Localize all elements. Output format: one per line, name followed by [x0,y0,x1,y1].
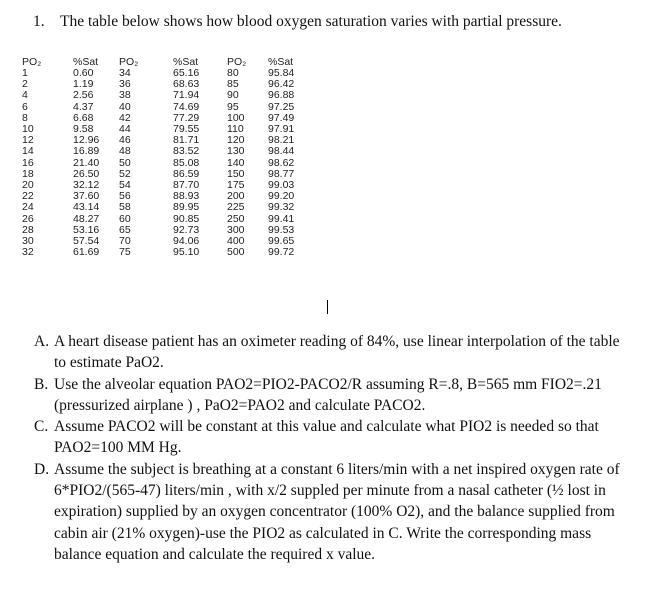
table-cell: 250 [227,212,245,225]
table-cell: 32 [22,246,34,259]
table-cell: 99.53 [268,223,295,236]
table-cell: 94.06 [173,235,200,248]
table-row [22,124,308,135]
header-sat-3: %Sat [268,56,294,68]
part-item [34,331,634,374]
table-cell: 36 [119,78,131,91]
table-cell: 140 [227,156,245,169]
table-cell: 200 [227,190,245,203]
table-cell: 18 [22,167,34,180]
table-cell: 16.89 [73,145,100,158]
table-cell: 98.62 [268,156,295,169]
table-cell: 6.68 [73,111,94,124]
table-cell: 99.32 [268,201,295,214]
table-cell: 85 [227,78,239,91]
table-cell: 68.63 [173,78,200,91]
table-cell: 61.69 [73,246,100,259]
table-row [22,202,308,213]
table-row [22,225,308,236]
table-cell: 99.41 [268,212,295,225]
table-row [22,180,308,191]
table-cell: 12 [22,134,34,147]
header-po2-2: PO₂ [119,56,139,68]
table-cell: 21.40 [73,156,100,169]
part-text: Assume the subject is breathing at a constant 6 liters/min with a net inspired oxygen rate of 6*PIO2/(565-47) liters/min , with x/2 suppled per minute from a nasal catheter (½ lost in expiration) supplied by an oxygen concentrator (100% O2), and the balance supplied from cabin air (21% oxygen)-use the PIO2 as calculated in C. Write the corresponding mass balance equation and calculate the required x value. [54,460,620,563]
table-cell: 56 [119,190,131,203]
part-label: A. [34,333,50,350]
table-cell: 92.73 [173,223,200,236]
table-row [22,113,308,124]
table-cell: 2.56 [73,89,94,102]
part-item [34,374,634,417]
table-row [22,68,308,79]
header-sat-1: %Sat [73,56,99,68]
table-cell: 98.77 [268,167,295,180]
text-cursor [327,300,328,314]
table-cell: 90 [227,89,239,102]
table-cell: 83.52 [173,145,200,158]
table-cell: 1 [22,67,28,79]
table-row [22,79,308,90]
table-cell: 26 [22,212,34,225]
table-cell: 65 [119,223,131,236]
table-cell: 300 [227,223,245,236]
table-cell: 150 [227,167,245,180]
table-cell: 95 [227,100,239,113]
table-cell: 22 [22,190,34,203]
table-row [22,191,308,202]
table-cell: 16 [22,156,34,169]
header-po2-3: PO₂ [227,56,247,68]
table-row [22,247,308,258]
table-cell: 81.71 [173,134,200,147]
table-cell: 53.16 [73,223,100,236]
table-cell: 10 [22,123,34,136]
part-item [34,416,634,459]
table-cell: 20 [22,179,34,192]
table-cell: 1.19 [73,78,94,91]
table-cell: 75 [119,246,131,259]
table-cell: 95.84 [268,67,295,79]
table-cell: 26.50 [73,167,100,180]
question-number: 1. [33,13,45,30]
part-label: C. [34,418,49,436]
question-heading [33,13,562,31]
table-cell: 130 [227,145,245,158]
table-cell: 85.08 [173,156,200,169]
table-cell: 99.72 [268,246,295,259]
table-cell: 89.95 [173,201,200,214]
table-row [22,102,308,113]
table-cell: 98.44 [268,145,295,158]
table-cell: 65.16 [173,67,200,79]
part-label: D. [34,460,50,478]
table-cell: 97.91 [268,123,295,136]
table-cell: 37.60 [73,190,100,203]
table-cell: 43.14 [73,201,100,214]
part-text: Use the alveolar equation PAO2=PIO2-PACO2/R assuming R=.8, B=565 mm FIO2=.21 (pressurized airplane ) , PaO2=PAO2 and calculate PACO2. [54,375,602,414]
table-row [22,135,308,146]
part-item [34,459,634,565]
table-cell: 96.42 [268,78,295,91]
table-cell: 54 [119,179,131,192]
table-cell: 100 [227,111,245,124]
table-row [22,146,308,157]
header-po2-1: PO₂ [22,56,42,68]
table-cell: 120 [227,134,245,147]
table-cell: 98.21 [268,134,295,147]
table-cell: 52 [119,167,131,180]
table-cell: 79.55 [173,123,200,136]
table-cell: 87.70 [173,179,200,192]
table-cell: 74.69 [173,100,200,113]
table-cell: 30 [22,235,34,248]
table-cell: 44 [119,123,131,136]
table-cell: 60 [119,212,131,225]
table-cell: 4.37 [73,100,94,113]
table-cell: 48 [119,145,131,158]
table-cell: 58 [119,201,131,214]
table-cell: 90.85 [173,212,200,225]
table-cell: 70 [119,235,131,248]
question-text: The table below shows how blood oxygen saturation varies with partial pressure. [60,13,562,30]
table-cell: 99.03 [268,179,295,192]
table-cell: 12.96 [73,134,100,147]
table-row [22,158,308,169]
table-cell: 40 [119,100,131,113]
table-cell: 14 [22,145,34,158]
table-cell: 32.12 [73,179,100,192]
table-cell: 95.10 [173,246,200,259]
table-cell: 96.88 [268,89,295,102]
table-cell: 42 [119,111,131,124]
table-cell: 400 [227,235,245,248]
table-cell: 77.29 [173,111,200,124]
header-sat-2: %Sat [173,56,199,68]
table-cell: 110 [227,123,244,136]
table-cell: 38 [119,89,131,102]
part-label: B. [34,375,49,393]
table-row [22,169,308,180]
table-cell: 46 [119,134,131,147]
part-text: A heart disease patient has an oximeter reading of 84%, use linear interpolation of the table to estimate PaO2. [54,333,620,372]
table-cell: 500 [227,246,245,259]
table-cell: 50 [119,156,131,169]
table-cell: 71.94 [173,89,200,102]
table-cell: 9.58 [73,123,94,136]
table-cell: 97.49 [268,111,295,124]
table-cell: 86.59 [173,167,200,180]
table-cell: 225 [227,201,245,214]
table-row [22,214,308,225]
table-cell: 6 [22,100,28,113]
table-cell: 48.27 [73,212,100,225]
table-cell: 8 [22,111,28,124]
table-cell: 80 [227,67,239,79]
table-cell: 97.25 [268,100,295,113]
table-cell: 4 [22,89,28,102]
table-row [22,90,308,101]
table-body [22,68,308,258]
saturation-table [22,57,308,258]
table-cell: 99.20 [268,190,295,203]
table-cell: 175 [227,179,245,192]
table-cell: 28 [22,223,34,236]
table-row [22,236,308,247]
part-text: Assume PACO2 will be constant at this value and calculate what PIO2 is needed so that PAO2=100 MM Hg. [54,418,599,457]
table-cell: 2 [22,78,28,91]
parts-list [34,331,634,565]
table-cell: 0.60 [73,67,94,79]
table-cell: 88.93 [173,190,200,203]
table-header-row [22,57,308,68]
table-cell: 34 [119,67,131,79]
table-cell: 24 [22,201,34,214]
table-cell: 57.54 [73,235,100,248]
table-cell: 99.65 [268,235,295,248]
